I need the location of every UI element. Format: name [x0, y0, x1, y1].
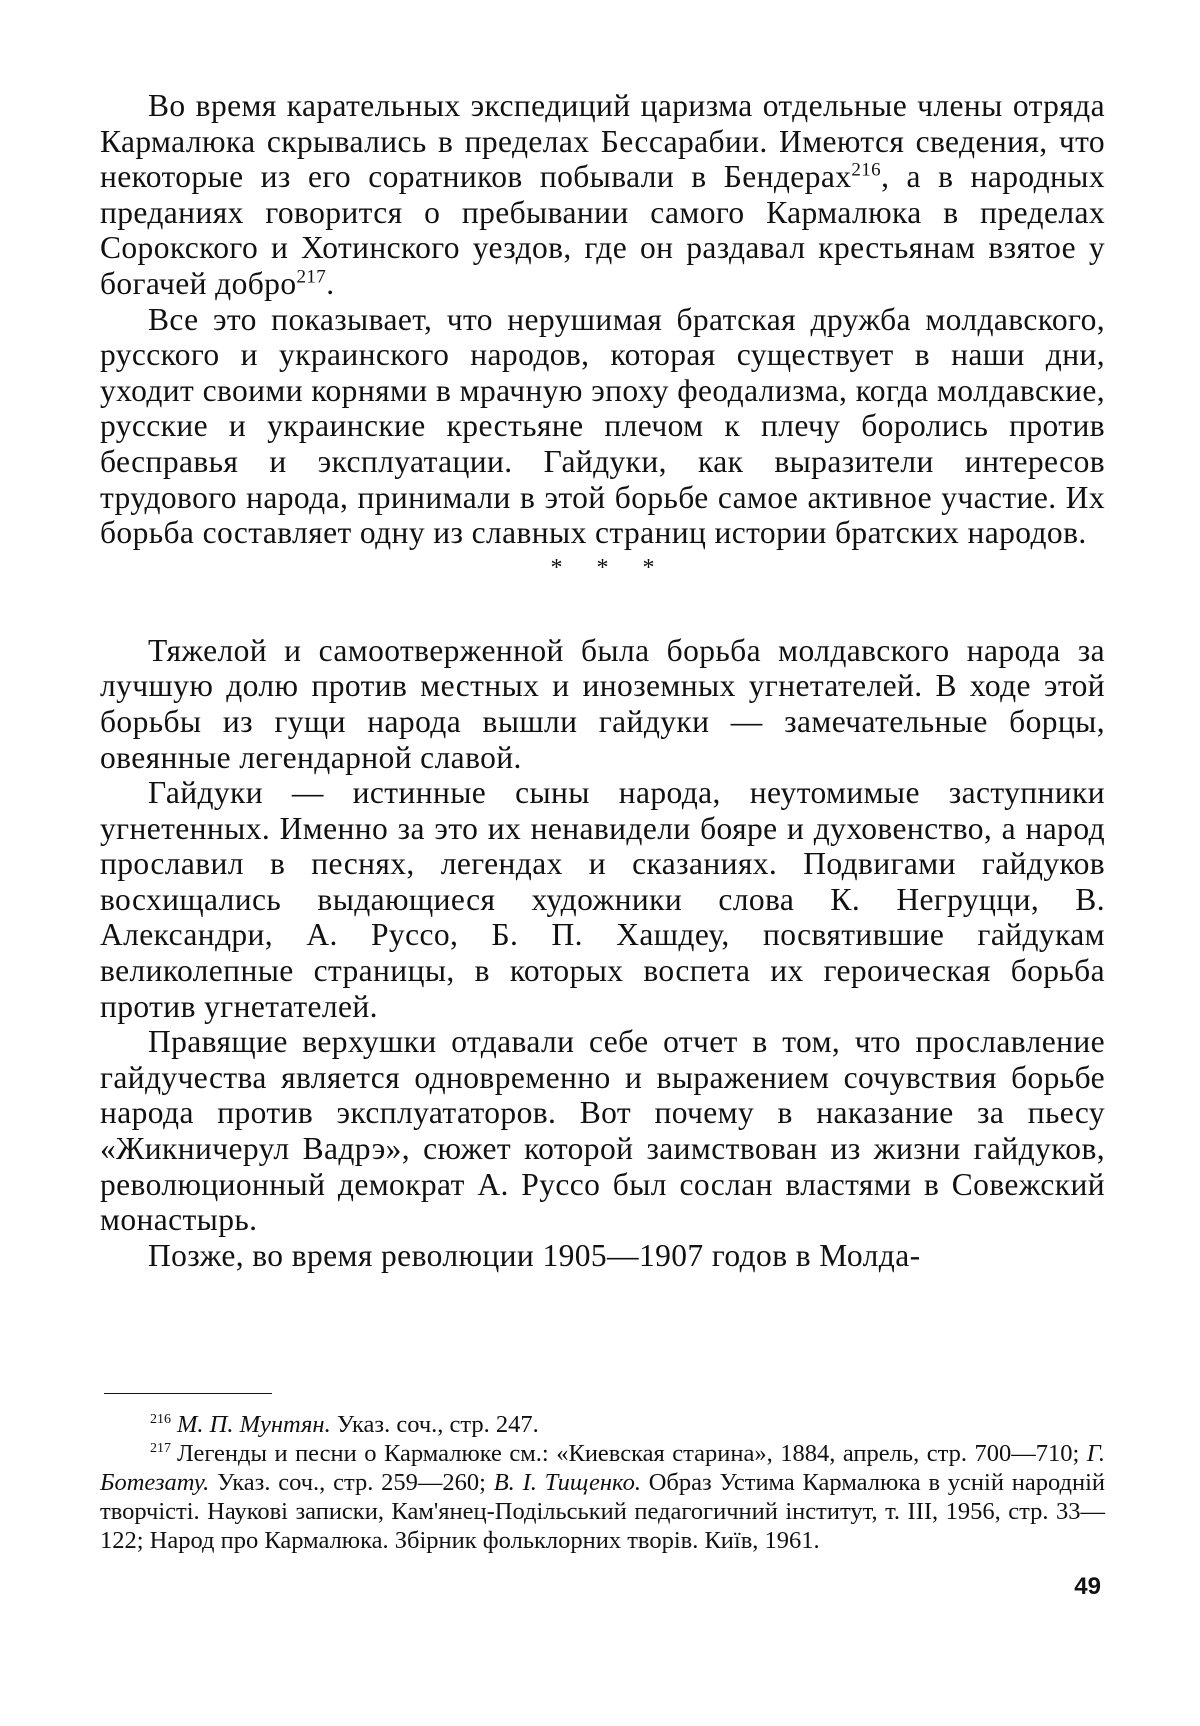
main-text — [100, 88, 1105, 1273]
paragraph-revolution: Позже, во время революции 1905—1907 годов в Молда- — [148, 1237, 921, 1273]
footnote-ref-217: 217 — [296, 266, 327, 288]
footnote-216: $^{216}$ М. П. Мунтян. Указ. соч., стр. 247. — [150, 1411, 539, 1438]
footnote-author: М. П. Мунтян. — [177, 1411, 331, 1438]
paragraph-haiduks-sons-of-people: Гайдуки — истинные сыны народа, неутомимые заступники угнетенных. Именно за это их ненавидели бояре и духовенство, а народ прославил в песнях, легендах и сказаниях. Подвигами гайдуков восхищались выдающиеся художники слова К. Негруцци, В. Александри, А. Руссо, Б. П. Хашдеу, посвятившие гайдукам великолепные страницы, в которых воспета их героическая борьба против угнетателей. — [100, 775, 1105, 1024]
footnote-divider — [104, 1393, 272, 1394]
footnote-number: 216 — [150, 1411, 171, 1427]
paragraph-karmaliuk-bessarabia: Во время карательных экспедиций царизма отдельные члены отряда Кармалюка скрывались в пределах Бессарабии. Имеются сведения, что некоторые из его соратников побывали в Бендерах$^{216}$, а в народных преданиях говорится о пребывании самого Кармалюка в пределах Сорокского и Хотинского уездов, где он раздавал крестьянам взятое у богачей добро$^{217}$. — [100, 88, 1105, 301]
footnote-author: В. І. Тищенко. — [493, 1469, 641, 1496]
footnote-ref-216: 216 — [851, 159, 882, 181]
footnotes — [100, 1410, 1105, 1555]
footnote-author: Г. Ботезату. — [100, 1440, 1105, 1496]
paragraph-struggle: Тяжелой и самоотверженной была борьба молдавского народа за лучшую долю против местных и иноземных угнетателей. В ходе этой борьбы из гущи народа вышли гайдуки — замечательные борцы, овеянные легендарной славой. — [100, 632, 1105, 775]
footnote-number: 217 — [150, 1440, 171, 1456]
section-separator: * * * — [550, 554, 669, 581]
footnote-217: $^{217}$ Легенды и песни о Кармалюке см.: «Киевская старина», 1884, апрель, стр. 700—710; Г. Ботезату. Указ. соч., стр. 259—260; В. І. Тищенко. Образ Устима Кармалюка в усній народній творчісті. Наукові записки, Кам'янец-Подільський педагогичний інститут, т. III, 1956, стр. 33—122; Народ про Кармалюка. Збірник фольклорних творів. Київ, 1961. — [100, 1440, 1105, 1554]
paragraph-ruling-elite: Правящие верхушки отдавали себе отчет в том, что прославление гайдучества является одновременно и выражением сочувствия борьбе народа против эксплуататоров. Вот почему в наказание за пьесу «Жикничерул Вадрэ», сюжет которой заимствован из жизни гайдуков, революционный демократ А. Руссо был сослан властями в Совежский монастырь. — [100, 1024, 1105, 1238]
page-number: 49 — [1074, 1573, 1101, 1600]
paragraph-brotherly-friendship: Все это показывает, что нерушимая братская дружба молдавского, русского и украинского народов, которая существует в наши дни, уходит своими корнями в мрачную эпоху феодализма, когда молдавские, русские и украинские крестьяне плечом к плечу боролись против бесправья и эксплуатации. Гайдуки, как выразители интересов трудового народа, принимали в этой борьбе самое активное участие. Их борьба составляет одну из славных страниц истории братских народов. — [100, 301, 1105, 551]
